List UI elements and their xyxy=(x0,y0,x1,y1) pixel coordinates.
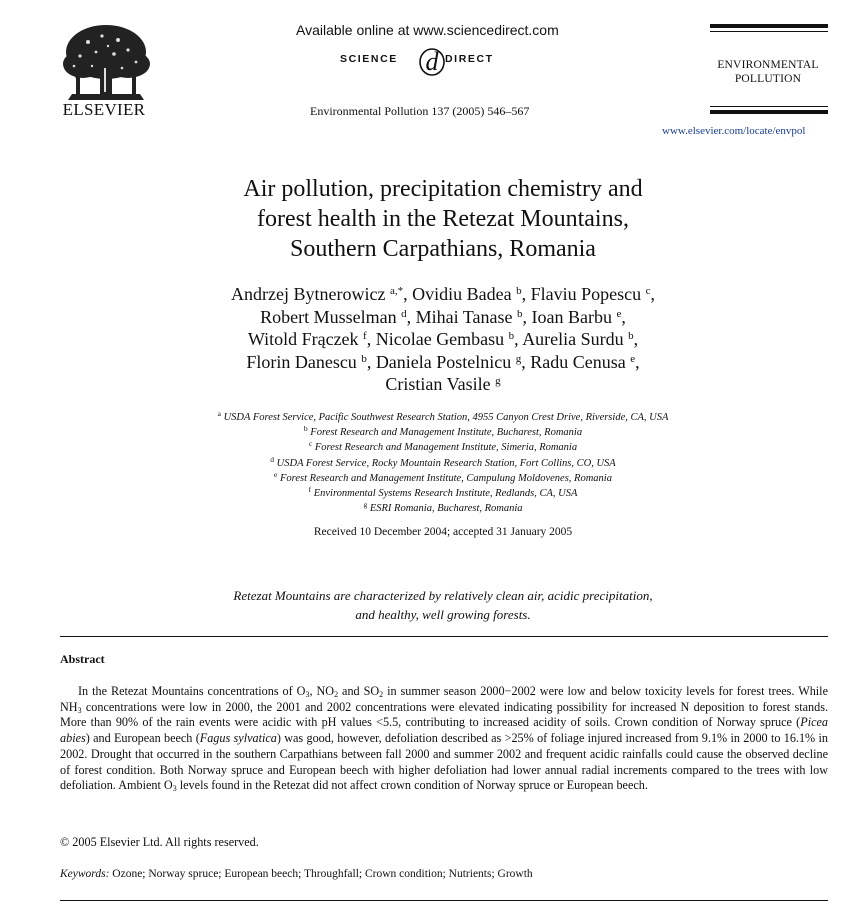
affiliation-text: Forest Research and Management Institute, Bucharest, Romania xyxy=(310,427,583,439)
keywords-line xyxy=(60,868,533,880)
author-name[interactable]: Aurelia Surdu xyxy=(522,329,624,349)
journal-name xyxy=(712,58,824,86)
author-line-5 xyxy=(150,373,736,396)
affiliation-text: USDA Forest Service, Pacific Southwest Research Station, 4955 Canyon Crest Drive, Riverside, CA, USA xyxy=(223,412,669,423)
author-separator: , xyxy=(521,351,531,372)
author-affiliation-mark[interactable]: b xyxy=(628,330,634,342)
affiliation-text: USDA Forest Service, Rocky Mountain Research Station, Fort Collins, CO, USA xyxy=(276,457,616,469)
affiliation-item xyxy=(100,456,786,471)
author-name[interactable]: Radu Cenusa xyxy=(530,351,626,372)
author-affiliation-mark[interactable]: e xyxy=(616,307,622,320)
author-affiliation-mark[interactable]: a,* xyxy=(389,285,404,297)
author-separator: , xyxy=(403,284,413,304)
affiliation-text: Environmental Systems Research Institute, Redlands, CA, USA xyxy=(313,488,578,500)
affiliation-text: Forest Research and Management Institute, Campulung Moldovenes, Romania xyxy=(280,472,612,484)
author-affiliation-mark[interactable]: f xyxy=(363,330,367,342)
abstract-paragraph: In the Retezat Mountains concentrations of $O_3$, $NO_2$ and $SO_2$ in summer season 2000−2002 were low and below toxicity levels for forest trees. While $NH_3$ concentrations were low in 2000, the 2001 and 2002 concentrations were elevated indicating possibility for increased N deposition to forest stands. More than 90% of the rain events were acidic with pH values <5.5, contributing to increased acidity of soils. Crown condition of Norway spruce (Picea abies) and European beech (Fagus sylvatica) was good, however, defoliation described as >25% of foliage injured increased from 9.1% in 2000 to 16.1% in 2002. Drought that occurred in the southern Carpathians between fall 2000 and summer 2002 and frequent acidic rainfalls could cause the observed decline of forest condition. Both Norway spruce and European beech with higher defoliation had lower annual radial increments compared to the trees with low defoliation. Ambient $O_3$ levels found in the Retezat did not affect crown condition of Norway spruce or European beech. xyxy=(60,684,828,794)
author-separator: , xyxy=(406,306,416,327)
author-separator: , xyxy=(522,306,532,327)
author-separator: , xyxy=(633,329,639,349)
author-affiliation-mark[interactable]: e xyxy=(630,352,636,365)
abstract-body xyxy=(60,684,828,794)
publisher-name: ELSEVIER xyxy=(62,100,146,119)
journal-name-line2: POLLUTION xyxy=(734,73,802,85)
affiliation-item xyxy=(100,486,786,501)
highlight-line-2: and healthy, well growing forests. xyxy=(355,607,531,622)
journal-top-rule-thin xyxy=(710,31,828,32)
keywords-label: Keywords: xyxy=(60,868,110,880)
available-online-text: Available online at www.sciencedirect.com xyxy=(296,22,559,38)
author-affiliation-mark[interactable]: b xyxy=(508,330,515,342)
title-line-1: Air pollution, precipitation chemistry and xyxy=(243,176,643,202)
author-affiliation-mark[interactable]: g xyxy=(515,352,522,365)
affiliation-mark: e xyxy=(274,469,278,479)
affiliation-item xyxy=(100,440,786,455)
author-line-2 xyxy=(150,306,736,329)
journal-bottom-rule-thin xyxy=(710,106,828,107)
affiliation-mark: d xyxy=(270,454,275,464)
author-separator: , xyxy=(635,351,640,372)
journal-bottom-rule-thick xyxy=(710,110,828,114)
sciencedirect-d-icon xyxy=(418,44,446,78)
journal-url-link[interactable]: www.elsevier.com/locate/envpol xyxy=(662,125,806,137)
sciencedirect-logo xyxy=(340,44,520,78)
affiliation-item xyxy=(100,425,786,440)
author-affiliation-mark[interactable]: g xyxy=(495,375,501,387)
affiliation-list xyxy=(100,410,786,516)
author-separator: , xyxy=(650,284,655,304)
author-line-4 xyxy=(150,351,736,374)
highlight-line-1: Retezat Mountains are characterized by relatively clean air, acidic precipitation, xyxy=(233,588,653,603)
author-name[interactable]: Nicolae Gembasu xyxy=(375,329,505,349)
copyright-notice: © 2005 Elsevier Ltd. All rights reserved. xyxy=(60,835,259,849)
author-affiliation-mark[interactable]: b xyxy=(361,352,367,365)
affiliation-mark: g xyxy=(363,500,368,510)
author-name[interactable]: Cristian Vasile xyxy=(385,374,491,394)
keywords-list: Ozone; Norway spruce; European beech; Throughfall; Crown condition; Nutrients; Growth xyxy=(109,868,533,880)
journal-top-rule-thick xyxy=(710,24,828,28)
author-line-3 xyxy=(150,328,736,351)
section-divider-top xyxy=(60,636,828,637)
author-line-1 xyxy=(150,283,736,306)
author-list xyxy=(150,283,736,396)
author-name[interactable]: Witold Frączek xyxy=(247,329,359,349)
journal-name-line1: ENVIRONMENTAL xyxy=(717,59,819,71)
author-separator: , xyxy=(514,329,523,349)
author-name[interactable]: Andrzej Bytnerowicz xyxy=(231,284,386,304)
affiliation-mark: c xyxy=(308,439,313,449)
author-name[interactable]: Florin Danescu xyxy=(246,351,357,372)
author-affiliation-mark[interactable]: b xyxy=(517,307,523,320)
author-separator: , xyxy=(521,284,531,304)
author-affiliation-mark[interactable]: b xyxy=(516,285,522,297)
title-line-3: Southern Carpathians, Romania xyxy=(290,236,596,262)
sd-right-word: DIRECT xyxy=(445,53,494,65)
section-divider-bottom xyxy=(60,900,828,901)
title-line-2: forest health in the Retezat Mountains, xyxy=(257,206,629,232)
author-name[interactable]: Robert Musselman xyxy=(260,306,397,327)
author-affiliation-mark[interactable]: d xyxy=(401,307,407,320)
received-dates: Received 10 December 2004; accepted 31 January 2005 xyxy=(313,526,573,538)
journal-reference: Environmental Pollution 137 (2005) 546–567 xyxy=(310,104,530,118)
affiliation-mark: a xyxy=(217,409,221,418)
author-separator: , xyxy=(366,329,376,349)
author-name[interactable]: Ioan Barbu xyxy=(531,306,612,327)
affiliation-item xyxy=(100,501,786,516)
sd-mark-letter: d xyxy=(425,47,439,76)
author-name[interactable]: Daniela Postelnicu xyxy=(375,351,512,372)
affiliation-text: Forest Research and Management Institute, Simeria, Romania xyxy=(314,442,578,454)
affiliation-mark: f xyxy=(308,485,312,495)
article-title xyxy=(100,174,786,264)
sd-left-word: SCIENCE xyxy=(340,53,398,65)
affiliation-text: ESRI Romania, Bucharest, Romania xyxy=(369,503,523,515)
highlight-statement xyxy=(150,586,736,624)
author-separator: , xyxy=(366,351,376,372)
affiliation-mark: b xyxy=(303,424,308,434)
affiliation-item xyxy=(100,471,786,486)
author-name[interactable]: Ovidiu Badea xyxy=(412,284,512,304)
author-name[interactable]: Flaviu Popescu xyxy=(530,284,642,304)
author-affiliation-mark[interactable]: c xyxy=(645,285,651,297)
author-name[interactable]: Mihai Tanase xyxy=(415,306,513,327)
affiliation-item xyxy=(100,410,786,425)
abstract-heading: Abstract xyxy=(60,652,105,666)
author-separator: , xyxy=(621,306,626,327)
